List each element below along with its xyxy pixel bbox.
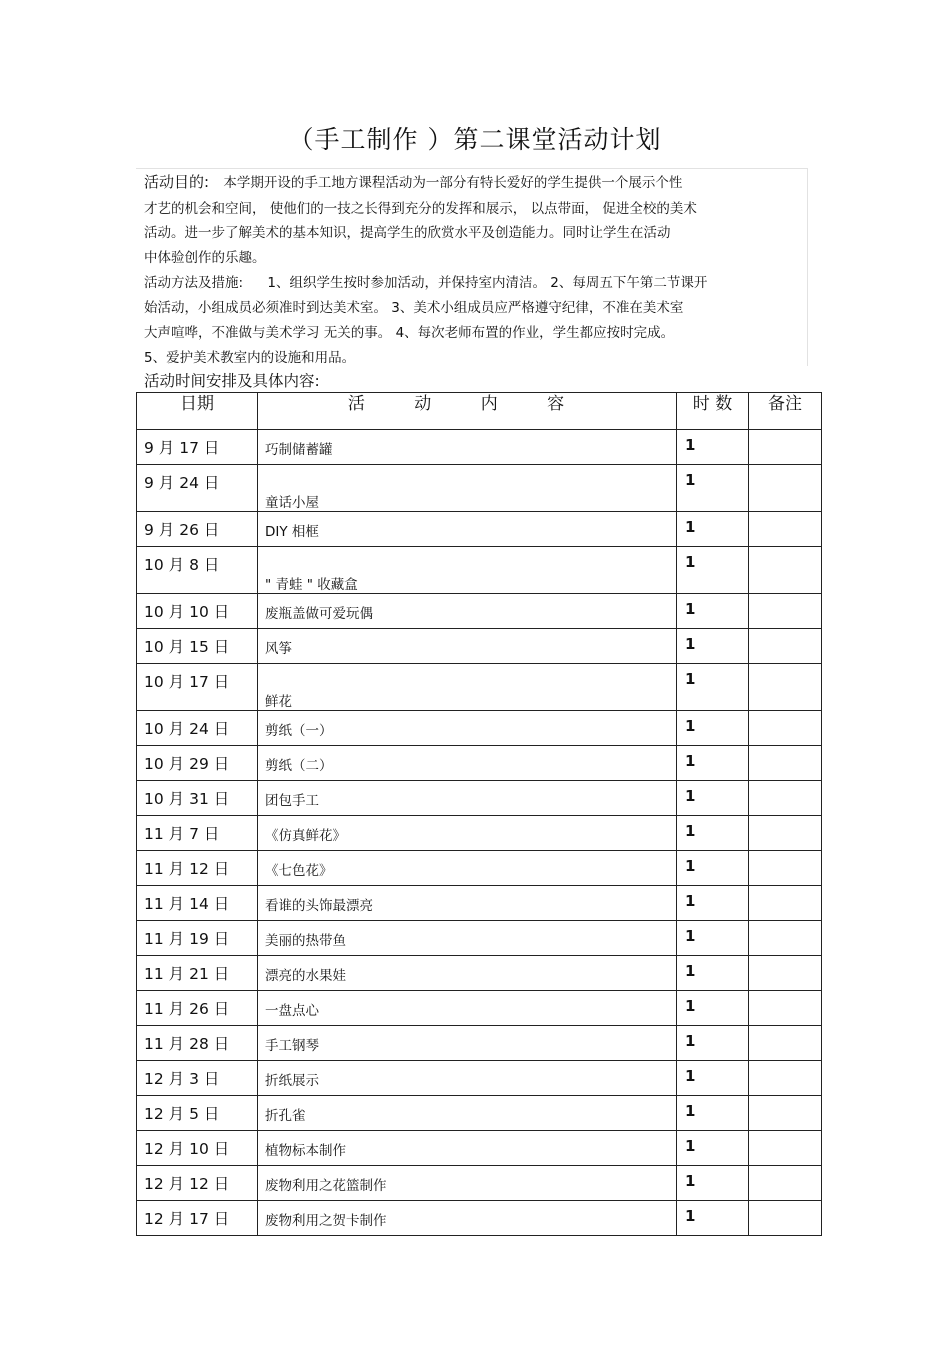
hours-cell: 1 bbox=[677, 1166, 749, 1201]
table-row bbox=[137, 886, 822, 921]
activity-cell: 废物利用之花篮制作 bbox=[258, 1166, 677, 1201]
activity-cell: 美丽的热带鱼 bbox=[258, 921, 677, 956]
purpose-line-1 bbox=[144, 171, 682, 192]
table-row bbox=[137, 1201, 822, 1236]
date-cell: 10 月 29 日 bbox=[137, 746, 258, 781]
note-cell bbox=[749, 886, 822, 921]
hours-cell: 1 bbox=[677, 430, 749, 465]
hours-cell: 1 bbox=[677, 512, 749, 547]
table-row bbox=[137, 991, 822, 1026]
table-row bbox=[137, 956, 822, 991]
note-cell bbox=[749, 430, 822, 465]
methods-text: 1、组织学生按时参加活动，并保持室内清洁。 2、每周五下午第二节课开 bbox=[267, 275, 708, 291]
note-cell bbox=[749, 851, 822, 886]
table-row bbox=[137, 629, 822, 664]
date-cell: 10 月 24 日 bbox=[137, 711, 258, 746]
header-note: 备注 bbox=[749, 393, 822, 430]
schedule-table bbox=[136, 392, 822, 1236]
date-cell: 12 月 17 日 bbox=[137, 1201, 258, 1236]
purpose-label: 活动目的: bbox=[144, 173, 210, 191]
date-cell: 10 月 8 日 bbox=[137, 547, 258, 594]
purpose-line-4: 中体验创作的乐趣。 bbox=[144, 250, 266, 266]
date-cell: 10 月 10 日 bbox=[137, 594, 258, 629]
table-row bbox=[137, 711, 822, 746]
table-row bbox=[137, 1026, 822, 1061]
hours-cell: 1 bbox=[677, 781, 749, 816]
hours-cell: 1 bbox=[677, 816, 749, 851]
activity-cell: 手工钢琴 bbox=[258, 1026, 677, 1061]
purpose-text: 本学期开设的手工地方课程活动为一部分有特长爱好的学生提供一个展示个性 bbox=[223, 175, 683, 191]
page-title: （手工制作 ）第二课堂活动计划 bbox=[288, 125, 662, 154]
note-cell bbox=[749, 547, 822, 594]
activity-cell: 剪纸（一） bbox=[258, 711, 677, 746]
note-cell bbox=[749, 1131, 822, 1166]
hours-cell: 1 bbox=[677, 711, 749, 746]
note-cell bbox=[749, 921, 822, 956]
schedule-heading: 活动时间安排及具体内容: bbox=[144, 372, 320, 390]
date-cell: 10 月 31 日 bbox=[137, 781, 258, 816]
activity-cell: 童话小屋 bbox=[258, 465, 677, 512]
hours-cell: 1 bbox=[677, 851, 749, 886]
table-row bbox=[137, 851, 822, 886]
hours-cell: 1 bbox=[677, 991, 749, 1026]
methods-line-2: 始活动，小组成员必须准时到达美术室。 3、美术小组成员应严格遵守纪律，不准在美术室 bbox=[144, 300, 684, 316]
methods-label: 活动方法及措施: bbox=[144, 275, 244, 291]
table-row bbox=[137, 746, 822, 781]
date-cell: 9 月 17 日 bbox=[137, 430, 258, 465]
note-cell bbox=[749, 1201, 822, 1236]
hours-cell: 1 bbox=[677, 629, 749, 664]
activity-cell: 看谁的头饰最漂亮 bbox=[258, 886, 677, 921]
note-cell bbox=[749, 1166, 822, 1201]
table-header-row bbox=[137, 393, 822, 430]
table-row bbox=[137, 430, 822, 465]
note-cell bbox=[749, 991, 822, 1026]
hours-cell: 1 bbox=[677, 664, 749, 711]
table-row bbox=[137, 921, 822, 956]
activity-cell: 团包手工 bbox=[258, 781, 677, 816]
activity-cell: 《七色花》 bbox=[258, 851, 677, 886]
date-cell: 11 月 7 日 bbox=[137, 816, 258, 851]
hours-cell: 1 bbox=[677, 921, 749, 956]
activity-cell: 废瓶盖做可爱玩偶 bbox=[258, 594, 677, 629]
header-hours: 时 数 bbox=[677, 393, 749, 430]
date-cell: 9 月 26 日 bbox=[137, 512, 258, 547]
note-cell bbox=[749, 711, 822, 746]
date-cell: 9 月 24 日 bbox=[137, 465, 258, 512]
date-cell: 11 月 28 日 bbox=[137, 1026, 258, 1061]
table-row bbox=[137, 594, 822, 629]
purpose-line-2: 才艺的机会和空间， 使他们的一技之长得到充分的发挥和展示， 以点带面， 促进全校的美术 bbox=[144, 201, 697, 217]
note-cell bbox=[749, 664, 822, 711]
note-cell bbox=[749, 1026, 822, 1061]
activity-cell: 巧制储蓄罐 bbox=[258, 430, 677, 465]
date-cell: 12 月 12 日 bbox=[137, 1166, 258, 1201]
activity-cell: " 青蛙 " 收藏盒 bbox=[258, 547, 677, 594]
activity-cell: 植物标本制作 bbox=[258, 1131, 677, 1166]
table-row bbox=[137, 1131, 822, 1166]
date-cell: 11 月 14 日 bbox=[137, 886, 258, 921]
activity-cell: 《仿真鲜花》 bbox=[258, 816, 677, 851]
activity-cell: 鲜花 bbox=[258, 664, 677, 711]
hours-cell: 1 bbox=[677, 547, 749, 594]
intro-section bbox=[136, 168, 808, 366]
date-cell: 11 月 26 日 bbox=[137, 991, 258, 1026]
note-cell bbox=[749, 512, 822, 547]
date-cell: 12 月 5 日 bbox=[137, 1096, 258, 1131]
hours-cell: 1 bbox=[677, 746, 749, 781]
table-row bbox=[137, 664, 822, 711]
date-cell: 11 月 12 日 bbox=[137, 851, 258, 886]
activity-cell: 剪纸（二） bbox=[258, 746, 677, 781]
date-cell: 10 月 15 日 bbox=[137, 629, 258, 664]
schedule-table-body bbox=[137, 430, 822, 1236]
activity-cell: 折纸展示 bbox=[258, 1061, 677, 1096]
methods-line-3: 大声喧哗，不准做与美术学习 无关的事。 4、每次老师布置的作业，学生都应按时完成。 bbox=[144, 325, 675, 341]
note-cell bbox=[749, 1096, 822, 1131]
header-content: 活 动 内 容 bbox=[258, 393, 677, 430]
table-row bbox=[137, 781, 822, 816]
table-row bbox=[137, 465, 822, 512]
date-cell: 12 月 10 日 bbox=[137, 1131, 258, 1166]
note-cell bbox=[749, 781, 822, 816]
hours-cell: 1 bbox=[677, 1061, 749, 1096]
note-cell bbox=[749, 746, 822, 781]
table-row bbox=[137, 1096, 822, 1131]
hours-cell: 1 bbox=[677, 886, 749, 921]
hours-cell: 1 bbox=[677, 594, 749, 629]
note-cell bbox=[749, 816, 822, 851]
activity-cell: 废物利用之贺卡制作 bbox=[258, 1201, 677, 1236]
table-row bbox=[137, 512, 822, 547]
hours-cell: 1 bbox=[677, 1131, 749, 1166]
note-cell bbox=[749, 594, 822, 629]
date-cell: 12 月 3 日 bbox=[137, 1061, 258, 1096]
activity-cell: 风筝 bbox=[258, 629, 677, 664]
table-row bbox=[137, 547, 822, 594]
table-row bbox=[137, 1061, 822, 1096]
purpose-line-3: 活动。进一步了解美术的基本知识，提高学生的欣赏水平及创造能力。同时让学生在活动 bbox=[144, 225, 671, 241]
note-cell bbox=[749, 1061, 822, 1096]
hours-cell: 1 bbox=[677, 1096, 749, 1131]
header-date: 日期 bbox=[137, 393, 258, 430]
hours-cell: 1 bbox=[677, 465, 749, 512]
methods-line-4: 5、爱护美术教室内的设施和用品。 bbox=[144, 350, 356, 366]
note-cell bbox=[749, 629, 822, 664]
note-cell bbox=[749, 956, 822, 991]
date-cell: 11 月 19 日 bbox=[137, 921, 258, 956]
table-row bbox=[137, 816, 822, 851]
date-cell: 10 月 17 日 bbox=[137, 664, 258, 711]
activity-cell: 一盘点心 bbox=[258, 991, 677, 1026]
hours-cell: 1 bbox=[677, 1026, 749, 1061]
hours-cell: 1 bbox=[677, 1201, 749, 1236]
hours-cell: 1 bbox=[677, 956, 749, 991]
activity-cell: 漂亮的水果娃 bbox=[258, 956, 677, 991]
date-cell: 11 月 21 日 bbox=[137, 956, 258, 991]
methods-line-1 bbox=[144, 271, 707, 291]
activity-cell: DIY 相框 bbox=[258, 512, 677, 547]
activity-cell: 折孔雀 bbox=[258, 1096, 677, 1131]
note-cell bbox=[749, 465, 822, 512]
table-row bbox=[137, 1166, 822, 1201]
